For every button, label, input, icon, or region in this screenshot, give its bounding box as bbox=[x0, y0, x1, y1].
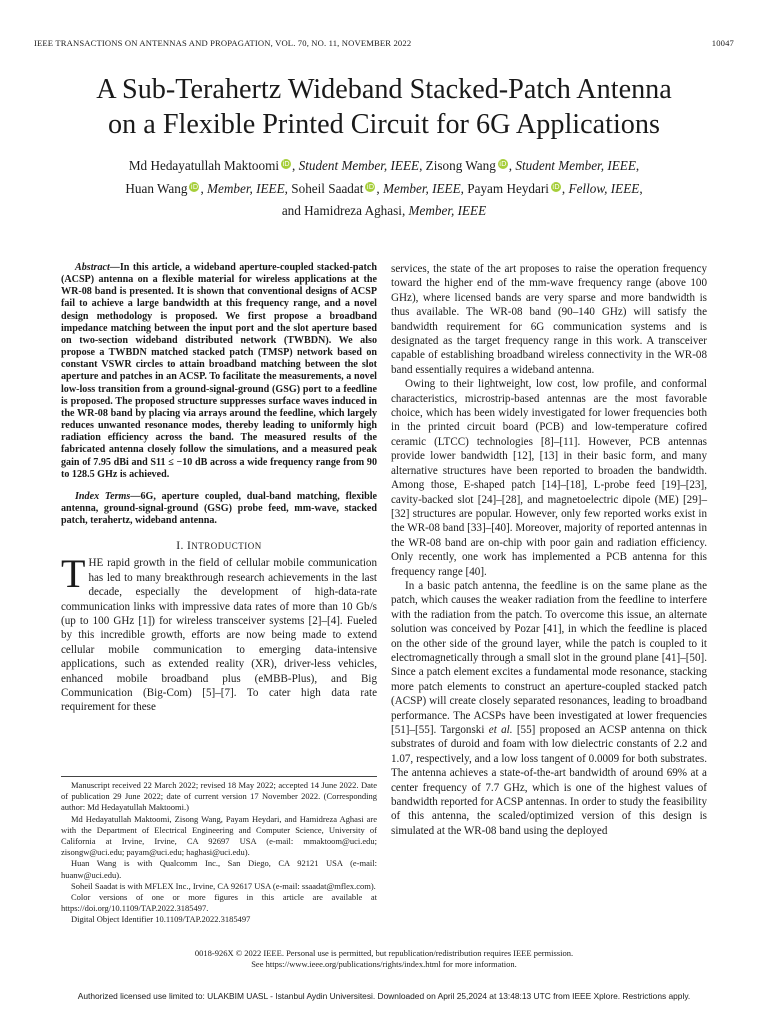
author-name: Md Hedayatullah Maktoomi bbox=[128, 158, 279, 173]
author-line-1: Md Hedayatullah Maktoomi iD , Student Member, IEEE, Zisong Wang iD , Student Member, IEEE, bbox=[128, 158, 640, 173]
left-column bbox=[61, 262, 377, 715]
index-terms-text: 6G, aperture coupled, dual-band matching, flexible antenna, ground-signal-ground (GSG) probe feed, mm-wave, stacked patch, terahertz, wideband antenna. bbox=[61, 490, 377, 527]
title-line-1: A Sub-Terahertz Wideband Stacked-Patch Antenna bbox=[96, 74, 672, 105]
body-paragraph: services, the state of the art proposes to raise the operation frequency toward the higher end of the mm-wave frequency range (above 100 GHz), where licensed bands are very sparse and more bandwidth is thus available. The WR-08 band (90–140 GHz) will satisfy the bandwidth requirement for 6G communication systems and is designated as the target frequency range in this work. A transceiver capable of establishing broadband wireless connectivity in the WR-08 band essentially requires a wideband antenna. bbox=[391, 263, 707, 376]
orcid-icon[interactable]: iD bbox=[190, 182, 199, 191]
page-number: 10047 bbox=[711, 38, 734, 48]
footnote: Md Hedayatullah Maktoomi, Zisong Wang, Payam Heydari, and Hamidreza Aghasi are with the Department of Electrical Engineering and Computer Science, University of California at Irvine, Irvine, CA 92697 USA (e-mail: mmaktoom@uci.edu; zisongw@uci.edu; payam@uci.edu; haghasi@uci.edu). bbox=[61, 813, 377, 858]
author-role: Member, IEEE bbox=[408, 203, 487, 218]
index-terms bbox=[61, 491, 377, 527]
journal-name: IEEE TRANSACTIONS ON ANTENNAS AND PROPAGATION, VOL. 70, NO. 11, NOVEMBER 2022 bbox=[34, 38, 412, 48]
author-line-2: Huan Wang iD , Member, IEEE, Soheil Saadat iD , Member, IEEE, Payam Heydari iD , Fellow, IEEE, bbox=[125, 180, 643, 196]
running-head bbox=[34, 38, 734, 48]
body-paragraph: In a basic patch antenna, the feedline is on the same plane as the patch, which causes the weaker radiation from the feedline to interfere with the radiation from the patch. To overcome this issue, an alternate solution was conceived by Pozar [41], in which the feedline is placed on the other side of the ground layer, while the patch is coupled to it electromagnetically through a small slot in the ground plane [41]–[50]. Since a patch element excites a fundamental mode resonance, stacking more patch elements to construct an aperture-coupled stacked patch (ACSP) will create closely separated resonances, leading to broadband performance. The ACSPs have been investigated at lower frequencies [51]–[55]. Targonski et al. [55] proposed an ACSP antenna on thick substrates of duroid and foam with low dielectric constants of 2.2 and 1.07, respectively, and a low loss tangent of 0.0009 for both substrates. The antenna achieves a state-of-the-art bandwidth of around 69% at a center frequency of 7.7 GHz, which is one of the highest values of bandwidth reported for ACSP antennas. In order to study the feasibility of this antenna, the scaled/optimized version of this design is simulated at the WR-08 band using the deployed bbox=[391, 579, 708, 837]
author-role: Member, IEEE bbox=[207, 180, 285, 196]
author-name: Huan Wang bbox=[125, 180, 188, 196]
author-list bbox=[30, 155, 738, 223]
footnote: Huan Wang is with Qualcomm Inc., San Diego, CA 92121 USA (e-mail: huanw@uci.edu). bbox=[61, 858, 377, 880]
author-name: Payam Heydari bbox=[467, 180, 549, 196]
body-paragraph: Owing to their lightweight, low cost, low profile, and conformal characteristics, microstrip-based antennas are the most favorable choice, which has been widely investigated for lower frequencies both in the printed circuit board (PCB) and low-temperature cofired ceramic (LTCC) technologies [8]–[11]. However, PCB antennas provide lower bandwidth [12], [13] in their basic form, and many alternative structures have been reported to broaden the bandwidth. Among those, E-shaped patch [14]–[18], L-probe feed [19]–[23], cavity-backed slot [24]–[28], and magnetoelectric dipole (ME) [29]–[32] structures are popular. However, only few reported works exist in the WR-08 band [33]–[40]. Moreover, majority of reported antennas in the WR-08 band are on-chip with poor gain and radiation efficiency. Only recently, one work has implemented a PCB antenna for this frequency range [40]. bbox=[391, 378, 707, 578]
footnote: Digital Object Identifier 10.1109/TAP.2022.3185497 bbox=[71, 914, 251, 925]
license-notice: Authorized licensed use limited to: ULAKBIM UASL - Istanbul Aydin Universitesi. Downloaded on April 25,2024 at 13:48:13 UTC from IEEE Xplore. Restrictions apply. bbox=[77, 991, 691, 1001]
author-role: Member, IEEE bbox=[383, 180, 461, 196]
orcid-icon[interactable]: iD bbox=[282, 160, 290, 168]
index-terms-label: Index Terms— bbox=[75, 490, 141, 502]
abstract-label: Abstract— bbox=[75, 262, 120, 273]
copyright-notice bbox=[60, 948, 708, 970]
author-name: Zisong Wang bbox=[425, 158, 496, 173]
abstract-text: In this article, a wideband aperture-coupled stacked-patch (ACSP) antenna on a flexible material for wireless applications at the WR-08 band is presented. It is shown that conventional designs of ACSP fail to achieve a large bandwidth at this frequency range, and a novel design methodology is proposed. We first propose a broadband impedance matching between the input port and the slot aperture based on two-section wideband distributed network (TWBDN). We also propose a TWBDN matched stacked patch (TMSP) network based on constant VSWR circles to attain broadband matching between the slot aperture and patches in an ACSP. To facilitate the measurements, a novel low-loss transition from a ground-signal-ground (GSG) port to a feedline is proposed. The proposed structure suppresses surface waves induced in the WR-08 band by placing via arrays around the feedline, which largely reduces unwanted resonance modes, thereby leading to uniformly high radiation efficiency across the band. The measured results of the fabricated antenna closely follow the simulations, and a measured peak gain of 7.95 dBi and S11 ≤ −10 dB across a wide frequency range from 90 to 128.5 GHz is achieved. bbox=[61, 262, 377, 480]
title-line-2: on a Flexible Printed Circuit for 6G Applications bbox=[108, 109, 660, 140]
author-role: Student Member, IEEE bbox=[298, 158, 420, 173]
orcid-icon[interactable]: iD bbox=[366, 182, 375, 191]
paper-title bbox=[20, 72, 748, 142]
footnote: Soheil Saadat is with MFLEX Inc., Irvine, CA 92617 USA (e-mail: ssaadat@mflex.com). bbox=[71, 880, 376, 891]
author-role: Fellow, IEEE bbox=[568, 180, 640, 196]
author-line-3: and Hamidreza Aghasi, Member, IEEE bbox=[281, 203, 487, 218]
author-name: Soheil Saadat bbox=[291, 180, 364, 196]
intro-paragraph: THE rapid growth in the field of cellular mobile communication has led to many breakthrough research achievements in the last decade, especially the development of high-data-rate communication links with impressive data rates of more than 10 Gb/s (up to 100 GHz [1]) for wireless transceiver systems [2]–[4]. Fueled by this incredible growth, efforts are now being made to extend cellular mobile communication to emerging data-intensive applications, such as extended reality (XR), driver-less vehicles, enhanced mobile broadband plus (eMBB-Plus), and Big Communication (Big-Com) [5]–[7]. To cater high data rate requirement for these bbox=[61, 551, 377, 714]
footnote: Color versions of one or more figures in this article are available at https://doi.org/10.1109/TAP.2022.3185497. bbox=[61, 892, 377, 914]
footnotes bbox=[61, 776, 377, 926]
copyright-line-1: 0018-926X © 2022 IEEE. Personal use is permitted, but republication/redistribution requires IEEE permission. bbox=[194, 948, 574, 958]
abstract bbox=[61, 262, 377, 481]
footnote: Manuscript received 22 March 2022; revised 18 May 2022; accepted 14 June 2022. Date of publication 29 June 2022; date of current version 17 November 2022. (Corresponding author: Md Hedayatullah Maktoomi.) bbox=[61, 780, 377, 813]
copyright-line-2[interactable]: See https://www.ieee.org/publications/rights/index.html for more information. bbox=[251, 959, 517, 970]
orcid-icon[interactable]: iD bbox=[552, 182, 560, 191]
right-column bbox=[391, 262, 707, 838]
orcid-icon[interactable]: iD bbox=[499, 160, 507, 168]
drop-cap: T bbox=[61, 551, 86, 597]
section-heading-introduction: I. INTRODUCTION bbox=[176, 540, 262, 553]
author-name: Hamidreza Aghasi bbox=[304, 203, 402, 218]
author-role: Student Member, IEEE bbox=[515, 158, 636, 173]
